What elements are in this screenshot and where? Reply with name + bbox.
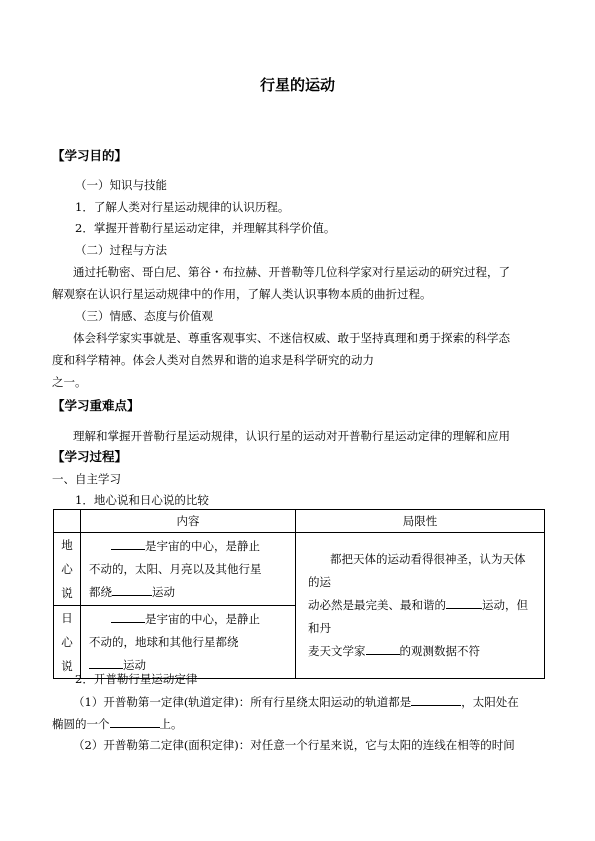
row-label-char: 心 <box>61 635 73 649</box>
process-question-1: 1．地心说和日心说的比较 <box>75 493 209 507</box>
limit-text: 运动，但和丹 <box>308 598 528 635</box>
row-label-char: 心 <box>61 562 73 576</box>
keypoints-text: 理解和掌握开普勒行星运动规律，认识行星的运动对开普勒行星运动定律的理解和应用 <box>73 429 510 443</box>
law-1-line-2 <box>52 715 552 732</box>
row-content-geocentric <box>81 533 296 606</box>
limit-text: 的观测数据不符 <box>399 644 480 658</box>
content-text: 是宇宙的中心，是静止 <box>145 611 260 626</box>
limitation-cell <box>296 533 545 679</box>
row-label-char: 说 <box>61 659 73 673</box>
fill-blank[interactable] <box>89 656 123 669</box>
table-row <box>54 533 545 606</box>
goals-sub-method: （二）过程与方法 <box>75 243 167 257</box>
attitude-line-3: 之一。 <box>52 375 87 389</box>
content-text: 都绕 <box>89 584 112 599</box>
content-text: 运动 <box>152 584 175 599</box>
content-text: 运动 <box>123 657 146 672</box>
table-header-limit: 局限性 <box>296 510 545 533</box>
method-line-2: 解观察在认识行星运动规律中的作用，了解人类认识事物本质的曲折过程。 <box>52 287 432 301</box>
goals-item-1: 1．了解人类对行星运动规律的认识历程。 <box>75 200 290 214</box>
row-content-heliocentric <box>81 606 296 679</box>
fill-blank[interactable] <box>112 583 152 596</box>
fill-blank[interactable] <box>110 715 160 728</box>
content-text: 不动的，太阳、月亮以及其他行星 <box>89 561 262 576</box>
fill-blank[interactable] <box>111 610 145 623</box>
row-label-geocentric <box>54 533 81 606</box>
attitude-line-1: 体会科学家实事就是、尊重客观事实、不迷信权威、敢于坚持真理和勇于探索的科学态 <box>73 331 510 345</box>
row-label-char: 说 <box>61 586 73 600</box>
fill-blank[interactable] <box>111 537 145 550</box>
document-title: 行星的运动 <box>259 76 335 94</box>
law-1-text: 椭圆的一个 <box>52 717 110 731</box>
table-header-content: 内容 <box>81 510 296 533</box>
content-text: 不动的，地球和其他行星都绕 <box>89 634 239 649</box>
law-1-line-1 <box>73 693 573 710</box>
goals-item-2: 2．掌握开普勒行星运动定律，并理解其科学价值。 <box>75 221 336 235</box>
fill-blank[interactable] <box>446 596 482 609</box>
content-text: 是宇宙的中心，是静止 <box>145 538 260 553</box>
law-2-line-1: （2）开普勒第二定律(面积定律)：对任意一个行星来说，它与太阳的连线在相等的时间 <box>73 738 515 752</box>
law-1-text: （1）开普勒第一定律(轨道定律)：所有行星绕太阳运动的轨道都是 <box>73 695 412 709</box>
fill-blank[interactable] <box>411 693 461 706</box>
row-label-char: 地 <box>61 538 73 552</box>
table-header-row <box>54 510 545 533</box>
limit-text: 都把天体的运动看得很神圣，认为天体的运 <box>308 552 526 589</box>
fill-blank[interactable] <box>366 642 400 655</box>
process-question-2: 2．开普勒行星运动定律 <box>75 672 198 686</box>
law-1-text: ，太阳处在 <box>461 695 519 709</box>
goals-sub-knowledge: （一）知识与技能 <box>75 178 167 192</box>
attitude-line-2: 度和科学精神。体会人类对自然界和谐的追求是科学研究的动力 <box>52 353 374 367</box>
goals-heading: 【学习目的】 <box>52 148 128 163</box>
comparison-table <box>53 509 545 679</box>
law-1-text: 上。 <box>159 717 183 731</box>
process-part-1: 一、自主学习 <box>52 472 121 486</box>
table-corner-cell <box>54 510 81 533</box>
row-label-heliocentric <box>54 606 81 679</box>
keypoints-heading: 【学习重难点】 <box>52 398 140 413</box>
method-line-1: 通过托勒密、哥白尼、第谷・布拉赫、开普勒等几位科学家对行星运动的研究过程，了 <box>73 265 510 279</box>
limit-text: 麦天文学家 <box>308 644 366 658</box>
limit-text: 动必然是最完美、最和谐的 <box>308 598 446 612</box>
process-heading: 【学习过程】 <box>52 449 128 464</box>
goals-sub-attitude: （三）情感、态度与价值观 <box>75 309 213 323</box>
row-label-char: 日 <box>61 611 73 625</box>
